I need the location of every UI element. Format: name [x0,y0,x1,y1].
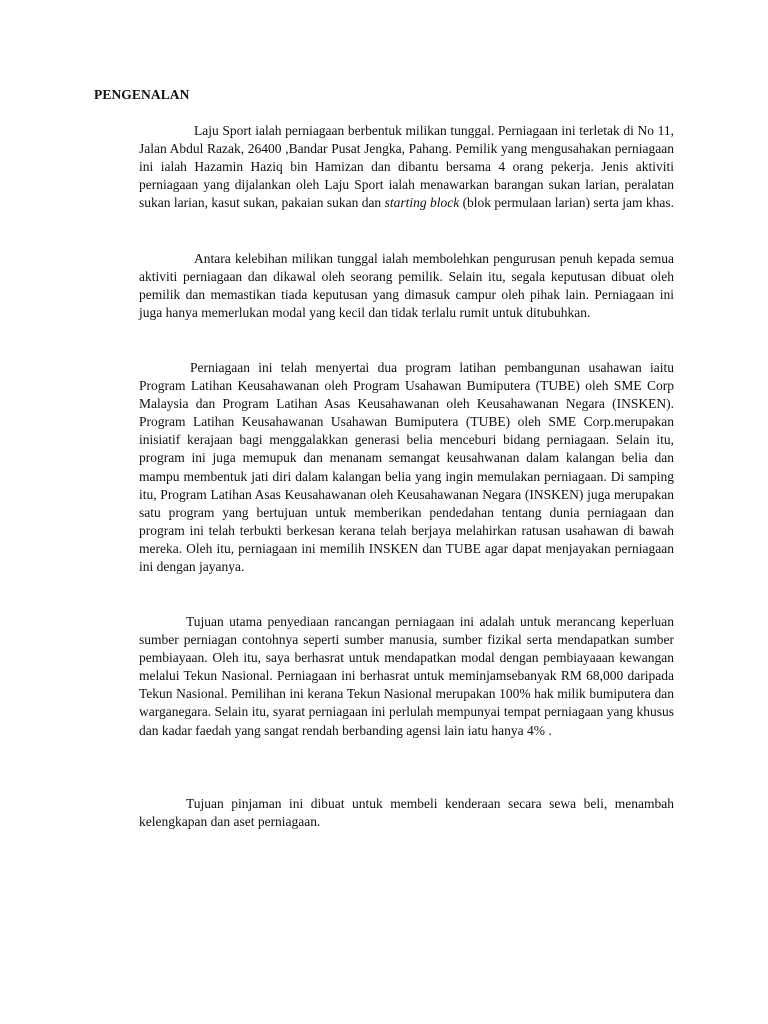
paragraph-text: Laju Sport ialah perniagaan berbentuk milikan tunggal. Perniagaan ini terletak di No 11, Jalan Abdul Razak, 26400 ,Bandar Pusat Jengka, Pahang. Pemilik yang mengusahakan perniagaan ini ialah Hazamin Haziq bin Hamizan dan dibantu bersama 4 orang pekerja. Jenis aktiviti perniagaan yang dijalankan oleh Laju Sport ialah menawarkan barangan sukan larian, peralatan sukan larian, kasut sukan, pakaian sukan dan [139,123,674,211]
section-heading: PENGENALAN [94,87,190,102]
paragraph-text: (blok permulaan larian) serta jam khas. [462,195,674,211]
paragraph-business-plan-purpose: Tujuan utama penyediaan rancangan perniagaan ini adalah untuk merancang keperluan sumber perniagan contohnya seperti sumber manusia, sumber fizikal serta mendapatkan sumber pembiayaan. Oleh itu, saya berhasrat untuk mendapatkan modal dengan pembiayaaan kewangan melalui Tekun Nasional. Perniagaan ini berhasrat untuk meminjamsebanyak RM 68,000 daripada Tekun Nasional. Pemilihan ini kerana Tekun Nasional merupakan 100% hak milik bumiputera dan warganegara. Selain itu, syarat perniagaan ini perlulah mempunyai tempat perniagaan yang khusus dan kadar faedah yang sangat rendah berbanding agensi lain iatu hanya 4% . [139,614,674,738]
paragraph-introduction [139,122,674,212]
paragraph-training-programs: Perniagaan ini telah menyertai dua program latihan pembangunan usahawan iaitu Program Latihan Keusahawanan oleh Program Usahawan Bumiputera (TUBE) oleh SME Corp Malaysia dan Program Latihan Asas Keusahawanan oleh Keusahawanan Negara (INSKEN). Program Latihan Keusahawanan Usahawan Bumiputera (TUBE) oleh SME Corp.merupakan inisiatif kerajaan bagi menggalakkan generasi belia menceburi bidang perniagaan. Selain itu, program ini juga memupuk dan menanam semangat keusahwanan dalam kalangan belia dan mampu membentuk jati diri dalam kalangan belia yang ingin memulakan perniagaan. Di samping itu, Program Latihan Asas Keusahawanan oleh Keusahawanan Negara (INSKEN) juga merupakan satu program yang bertujuan untuk memberikan pendedahan tentang dunia perniagaan dan program ini telah terbukti berkesan kerana telah berjaya melahirkan ratusan usahawan di bawah mereka. Oleh itu, perniagaan ini memilih INSKEN dan TUBE agar dapat menjayakan perniagaan ini dengan jayanya. [139,360,674,575]
paragraph-advantages: Antara kelebihan milikan tunggal ialah membolehkan pengurusan penuh kepada semua aktiviti perniagaan dan dikawal oleh seorang pemilik. Selain itu, segala keputusan dibuat oleh pemilik dan memastikan tiada keputusan yang dimasuk campur oleh pihak lain. Perniagaan ini juga hanya memerlukan modal yang kecil dan tidak terlalu rumit untuk ditubuhkan. [139,251,674,321]
italic-term: starting block [384,195,460,211]
paragraph-loan-purpose: Tujuan pinjaman ini dibuat untuk membeli kenderaan secara sewa beli, menambah kelengkapan dan aset perniagaan. [139,796,674,830]
